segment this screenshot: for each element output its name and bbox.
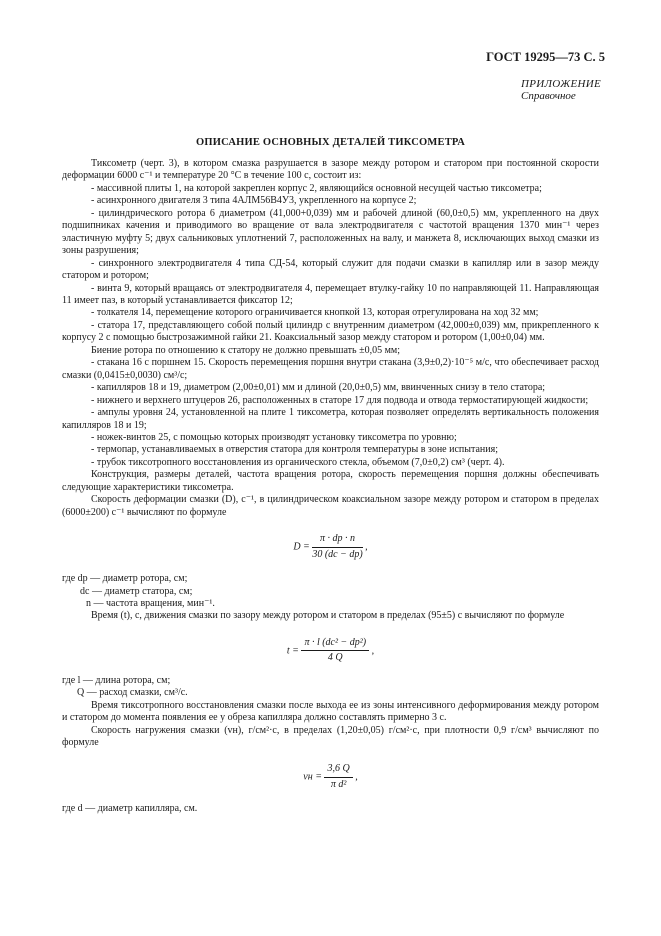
list-item: - стакана 16 с поршнем 15. Скорость перемещения поршня внутри стакана (3,9±0,2)·10⁻⁵ м/с, что обеспечивает расход смазки (0,0415±0,0030) см³/с; [62, 357, 599, 381]
where-line: где dр — диаметр ротора, см; [62, 573, 188, 585]
list-item: - трубок тиксотропного восстановления из органического стекла, объемом (7,0±0,2) см³ (черт. 4). [91, 456, 505, 468]
formula-time [62, 637, 599, 665]
paragraph-runout: Биение ротора по отношению к статору не должно превышать ±0,05 мм; [91, 344, 401, 356]
appendix-type: Справочное [521, 90, 576, 102]
standard-header: ГОСТ 19295—73 С. 5 [486, 50, 605, 64]
list-item: - толкателя 14, перемещение которого ограничивается кнопкой 13, которая отрегулирована на ход 32 мм; [91, 307, 539, 319]
document-body [62, 158, 599, 816]
list-item: - асинхронного двигателя 3 типа 4АЛМ56В4У3, укрепленного на корпусе 2; [91, 195, 417, 207]
paragraph-deformation-rate: Скорость деформации смазки (D), с⁻¹, в цилиндрическом коаксиальном зазоре между ротором и статором в пределах (6000±200) с⁻¹ вычисляют по формуле [62, 494, 599, 518]
formula-fraction [324, 763, 352, 791]
paragraph-recovery-time: Время тиксотропного восстановления смазки после выхода ее из зоны интенсивного деформирования между ротором и статором до момента появления ее у обреза капилляра должно составлять примерно 3 с. [62, 699, 599, 724]
section-title: ОПИСАНИЕ ОСНОВНЫХ ДЕТАЛЕЙ ТИКСОМЕТРА [196, 137, 465, 148]
formula-tail: , [365, 541, 368, 553]
list-item: - нижнего и верхнего штуцеров 26, расположенных в статоре 17 для подвода и отвода термостатирующей жидкости; [91, 394, 589, 406]
formula-numerator: 3,6 Q [324, 763, 352, 777]
list-item: - статора 17, представляющего собой полый цилиндр с внутренним диаметром (42,000±0,039) мм, прикрепленного к корпусу 2 с помощью быстрозажимной гайки 21. Коаксиальный зазор между статором и ротором (1,00±0,04) мм. [62, 319, 599, 344]
where-line: где l — длина ротора, см; [62, 674, 171, 686]
where-line: где d — диаметр капилляра, см. [62, 803, 198, 815]
list-item: - цилиндрического ротора 6 диаметром (41,000+0,039) мм и рабочей длиной (60,0±0,5) мм, укрепленного на двух подшипниках качения и приводимого во вращение от вала электродвигателя с частотой вращения 1370 мин⁻¹ через эластичную муфту 5; двух сальниковых уплотнений 7, расположенных на валу, и манжета 8, исключающих выход смазки из зоны разрушения; [62, 207, 599, 257]
list-item: - винта 9, который вращаясь от электродвигателя 4, перемещает втулку-гайку 10 по направляющей 11. Направляющая 11 имеет паз, в который устанавливается фиксатор 12; [62, 282, 599, 306]
formula-denominator: π d² [330, 778, 347, 790]
list-item: - массивной плиты 1, на которой закреплен корпус 2, являющийся основной несущей частью тиксометра; [91, 182, 542, 194]
paragraph-time: Время (t), с, движения смазки по зазору между ротором и статором в пределах (95±5) с вычисляют по формуле [91, 610, 565, 622]
formula-denominator: 4 Q [327, 652, 343, 664]
formula-tail: , [355, 771, 358, 783]
list-item: - ампулы уровня 24, установленной на плите 1 тиксометра, которая позволяет определять вертикальность положения капилляров 18 и 19; [62, 407, 599, 431]
list-item: - термопар, устанавливаемых в отверстия статора для контроля температуры в зоне испытания; [91, 444, 498, 456]
where-line: Q — расход смазки, см³/с. [77, 687, 188, 699]
formula-denominator: 30 (dс − dр) [312, 548, 363, 560]
where-line: dс — диаметр статора, см; [80, 585, 193, 597]
list-item: - капилляров 18 и 19, диаметром (2,00±0,01) мм и длиной (20,0±0,5) мм, ввинченных снизу в тело статора; [91, 382, 546, 394]
formula-lhs: vн = [303, 771, 322, 783]
formula-numerator: π · l (dс² − dр²) [301, 637, 369, 651]
appendix-label-block [521, 78, 601, 102]
formula-lhs: t = [286, 645, 299, 657]
paragraph-intro: Тиксометр (черт. 3), в котором смазка разрушается в зазоре между ротором и статором при постоянной скорости деформации 6000 с⁻¹ и температуре 20 °С в течение 100 с, состоит из: [62, 158, 599, 182]
formula-tail: , [371, 645, 375, 657]
formula-lhs: D = [293, 541, 310, 553]
formula-fraction [312, 533, 362, 561]
where-line: n — частота вращения, мин⁻¹. [86, 597, 215, 609]
paragraph-loading-rate: Скорость нагружения смазки (vн), г/см²·с, в пределах (1,20±0,05) г/см²·с, при плотности 0,9 г/см³ вычисляют по формуле [62, 724, 599, 749]
formula-loading-rate [62, 763, 599, 791]
list-item: - синхронного электродвигателя 4 типа СД-54, который служит для подачи смазки в капилляр или в зазор между статором и ротором; [62, 257, 599, 282]
list-item: - ножек-винтов 25, с помощью которых производят установку тиксометра по уровню; [91, 431, 457, 443]
appendix-label: ПРИЛОЖЕНИЕ [521, 78, 601, 90]
formula-deformation-rate [62, 533, 599, 561]
paragraph-construction: Конструкция, размеры деталей, частота вращения ротора, скорость перемещения поршня должны обеспечивать следующие характеристики тиксометра. [62, 469, 599, 493]
formula-fraction [301, 637, 369, 665]
formula-numerator: π · dр · n [312, 533, 362, 547]
